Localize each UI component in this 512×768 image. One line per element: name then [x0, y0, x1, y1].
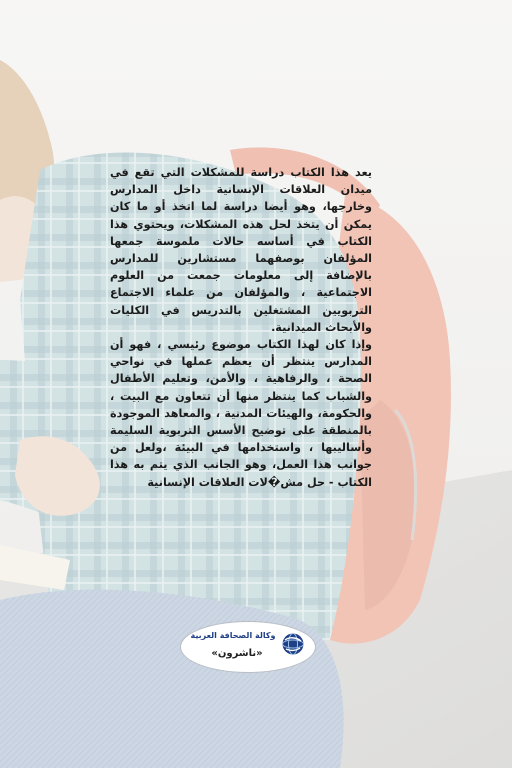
publisher-tagline: «ناشرون»: [211, 648, 263, 659]
publisher-name: وكالة الصحافة العربية: [190, 631, 276, 640]
publisher-logo: [181, 622, 315, 672]
back-cover-blurb: [110, 164, 372, 491]
blurb-paragraph-1: يعد هذا الكتاب دراسة للمشكلات التي تقع في ميدان العلاقات الإنسانية داخل المدارس وخارجها، وهو أيضا دراسة لما اتخذ أو ما كان يمكن أن يتخذ لحل هذه المشكلات، ويحتوي هذا الكتاب في أساسه حالات ملموسة جمعها المؤلفان بوصفهما مستشارين للمدارس بالإضافة إلى معلومات جمعت من العلوم الاجتماعية ، والمؤلفان من علماء الاجتماع التربويين المشتغلين بالتدريس في الكليات والأبحاث الميدانية.: [110, 166, 372, 334]
blurb-paragraph-2: وإذا كان لهذا الكتاب موضوع رئيسي ، فهو أن المدارس ينتظر أن يعظم عملها في نواحي الصحة ، والرفاهية ، والأمن، وتعليم الأطفال والشباب كما ينتظر منها أن تتعاون مع البيت ، والحكومة، والهيئات المدنية ، والمعاهد الموجودة بالمنطقة على توضيح الأسس التربوية السليمة وأساليبها ، واستخدامها في البيئة ،ولعل من جوانب هذا العمل، وهو الجانب الذي يتم به هذا الكتاب - حل مش�لات العلاقات الإنسانية: [110, 338, 372, 489]
globe-icon: [281, 632, 305, 656]
